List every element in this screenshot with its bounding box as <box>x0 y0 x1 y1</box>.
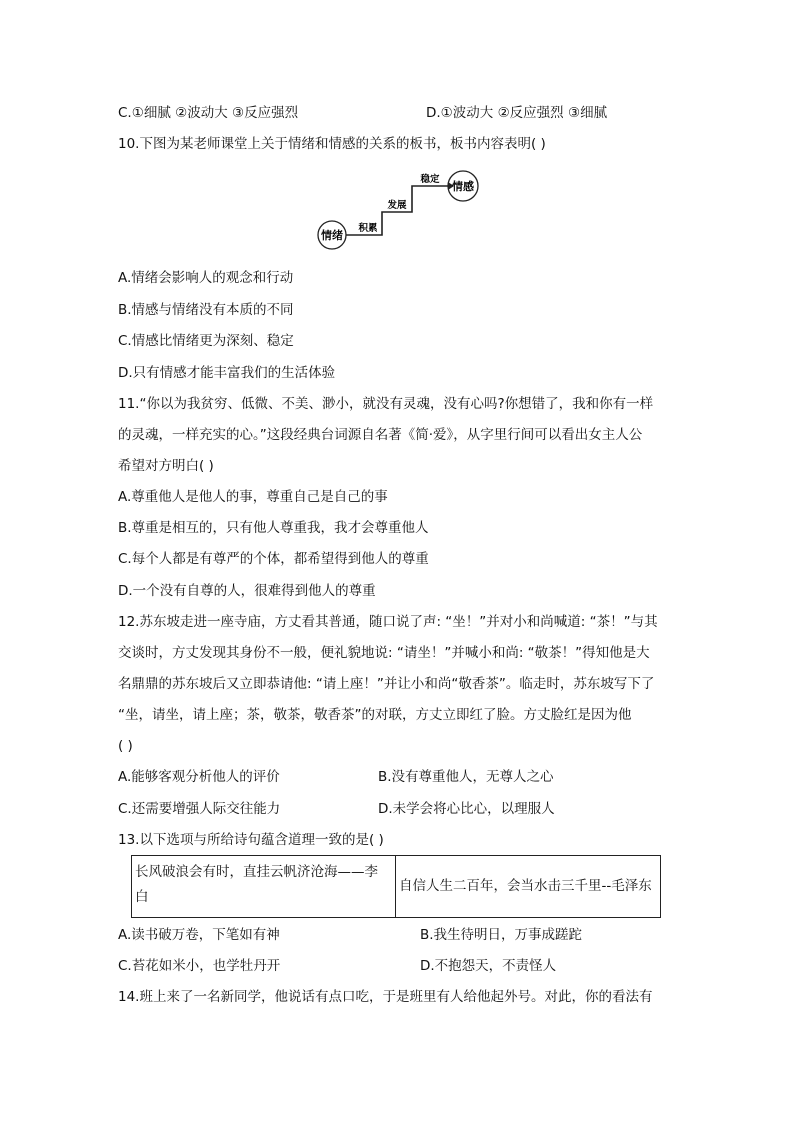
q12-option-a: A.能够客观分析他人的评价 <box>118 769 280 785</box>
q13-option-b: B.我生待明日，万事成蹉跎 <box>420 927 583 943</box>
q13-option-a: A.读书破万卷，下笔如有神 <box>118 927 280 943</box>
q9-option-c: C.①细腻 ②波动大 ③反应强烈 <box>118 105 299 121</box>
q11-option-c: C.每个人都是有尊严的个体，都希望得到他人的尊重 <box>118 551 429 567</box>
q11-option-a: A.尊重他人是他人的事，尊重自己是自己的事 <box>118 489 388 505</box>
q12-stem-line2: 交谈时，方丈发现其身份不一般，便礼貌地说: “请坐！”并喊小和尚: “敬茶！”得知他是大 <box>118 645 650 661</box>
q11-stem-line2: 的灵魂，一样充实的心。”这段经典台词源自名著《简·爱》，从字里行间可以看出女主人公 <box>118 427 643 443</box>
q12-stem-line3: 名鼎鼎的苏东坡后又立即恭请他: “请上座！”并让小和尚“敬香茶”。临走时，苏东坡写下了 <box>118 676 655 692</box>
poem-table <box>131 855 661 918</box>
q10-stem: 10.下图为某老师课堂上关于情绪和情感的关系的板书，板书内容表明( ) <box>118 136 546 152</box>
q10-option-d: D.只有情感才能丰富我们的生活体验 <box>118 365 336 381</box>
q12-option-c: C.还需要增强人际交往能力 <box>118 801 281 817</box>
q10-option-b: B.情感与情绪没有本质的不同 <box>118 302 294 318</box>
poem-left-line1: 长风破浪会有时，直挂云帆济沧海——李 <box>135 864 378 880</box>
q11-stem-line3: 希望对方明白( ) <box>118 458 214 474</box>
q10-option-c: C.情感比情绪更为深刻、稳定 <box>118 333 294 349</box>
q12-stem-line5: ( ) <box>118 738 133 754</box>
q12-stem-line1: 12.苏东坡走进一座寺庙，方丈看其普通，随口说了声: “坐！”并对小和尚喊道: “茶！”与其 <box>118 614 658 630</box>
q14-stem-line1: 14.班上来了一名新同学，他说话有点口吃，于是班里有人给他起外号。对此，你的看法有 <box>118 989 653 1005</box>
q9-option-d: D.①波动大 ②反应强烈 ③细腻 <box>426 105 608 121</box>
step-label-stable: 稳定 <box>420 174 440 185</box>
poem-table-left-cell <box>132 856 396 917</box>
start-node-label: 情绪 <box>321 229 343 242</box>
q11-option-b: B.尊重是相互的，只有他人尊重我，我才会尊重他人 <box>118 520 429 536</box>
q12-stem-line4: “坐，请坐，请上座；茶，敬茶，敬香茶”的对联，方丈立即红了脸。方丈脸红是因为他 <box>118 707 632 723</box>
q11-option-d: D.一个没有自尊的人，很难得到他人的尊重 <box>118 583 376 599</box>
q11-stem-line1: 11.“你以为我贫穷、低微、不美、渺小，就没有灵魂，没有心吗?你想错了，我和你有一样 <box>118 396 654 412</box>
q13-option-c: C.苔花如米小，也学牡丹开 <box>118 958 281 974</box>
q12-option-b: B.没有尊重他人，无尊人之心 <box>378 769 554 785</box>
q13-option-d: D.不抱怨天，不责怪人 <box>420 958 557 974</box>
poem-right-text: 自信人生二百年，会当水击三千里--毛泽东 <box>399 878 652 894</box>
step-label-accumulate: 积累 <box>358 223 378 234</box>
staircase-diagram <box>312 166 492 250</box>
end-node-label: 情感 <box>452 180 474 193</box>
q10-option-a: A.情绪会影响人的观念和行动 <box>118 270 294 286</box>
poem-table-right-cell <box>396 856 660 917</box>
poem-left-line2: 白 <box>135 889 149 905</box>
q12-option-d: D.未学会将心比心，以理服人 <box>378 801 555 817</box>
step-label-develop: 发展 <box>387 200 407 211</box>
emotion-feeling-diagram <box>312 166 492 254</box>
q13-stem: 13.以下选项与所给诗句蕴含道理一致的是( ) <box>118 832 384 848</box>
